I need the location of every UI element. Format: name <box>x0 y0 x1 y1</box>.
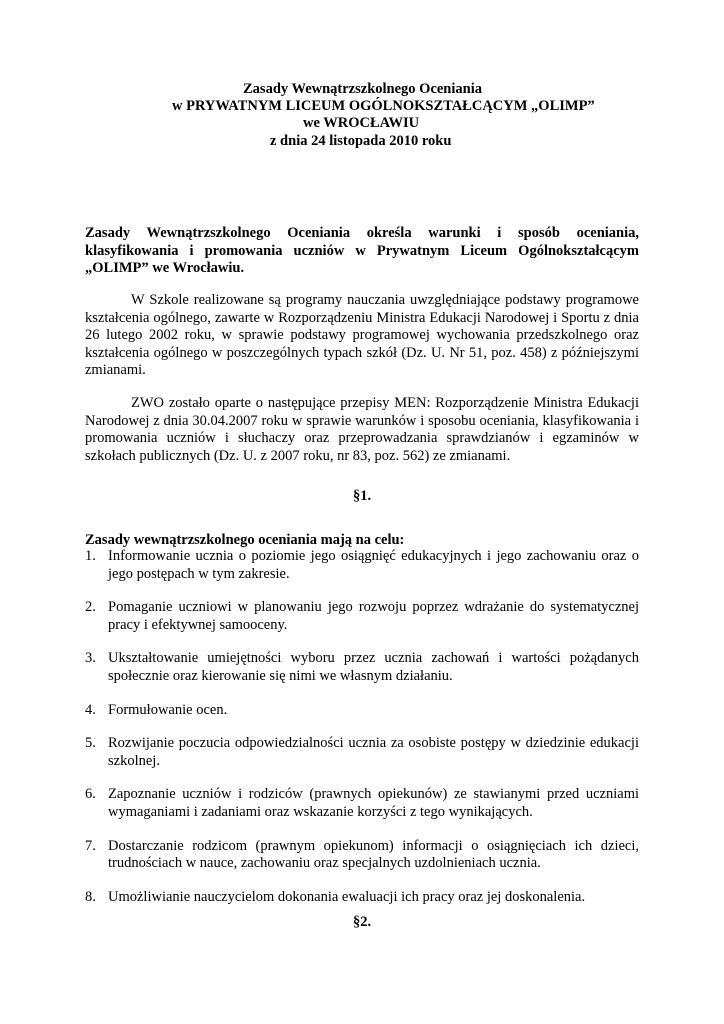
paragraph-programs: W Szkole realizowane są programy nauczania uwzględniające podstawy programowe kształcenia ogólnego, zawarte w Rozporządzeniu Ministra Edukacji Narodowej i Sportu z dnia 26 lutego 2002 roku, w sprawie podstawy programowej wychowania przedszkolnego oraz kształcenia ogólnego w poszczególnych typach szkół (Dz. U. Nr 51, poz. 458) z późniejszymi zmianami. <box>85 292 639 379</box>
school-name: w PRYWATNYM LICEUM OGÓLNOKSZTAŁCĄCYM „OLIMP” <box>172 98 595 114</box>
list-item-number: 6. <box>85 786 96 803</box>
document-date: z dnia 24 listopada 2010 roku <box>270 133 452 149</box>
list-item-text: Ukształtowanie umiejętności wyboru przez ucznia zachowań i wartości pożądanych społecznie oraz kierowanie się nimi we własnym działaniu. <box>108 650 639 684</box>
section-1-heading: §1. <box>352 488 372 504</box>
list-item <box>85 838 639 873</box>
list-item-text: Formułowanie ocen. <box>108 701 228 718</box>
list-item <box>85 650 639 685</box>
list-item <box>85 735 639 770</box>
list-item-number: 4. <box>85 701 96 718</box>
list-item-text: Dostarczanie rodzicom (prawnym opiekunom) informacji o osiągnięciach ich dzieci, trudnościach w nauce, zachowaniu oraz specjalnych uzdolnieniach ucznia. <box>108 837 639 872</box>
list-item <box>85 786 639 821</box>
list-item-text: Informowanie ucznia o poziomie jego osiągnięć edukacyjnych i jego zachowaniu oraz o jego postępach w tym zakresie. <box>108 548 639 582</box>
list-item-text: Pomaganie uczniowi w planowaniu jego rozwoju poprzez wdrażanie do systematycznej pracy i efektywnej samooceny. <box>108 599 639 633</box>
goals-list <box>85 548 639 922</box>
intro-paragraph: Zasady Wewnątrzszkolnego Oceniania określa warunki i sposób oceniania, klasyfikowania i promowania uczniów w Prywatnym Liceum Ogólnokształcącym „OLIMP” we Wrocławiu. <box>85 225 639 277</box>
list-item-number: 5. <box>85 735 96 752</box>
list-item-number: 7. <box>85 837 96 854</box>
list-item <box>85 889 639 907</box>
list-item-number: 8. <box>85 888 96 905</box>
list-item-text: Zapoznanie uczniów i rodziców (prawnych opiekunów) ze stawianymi przed uczniami wymaganiami i zadaniami oraz wskazanie korzyści z tego wynikających. <box>108 786 639 820</box>
list-item <box>85 702 639 720</box>
list-item-number: 2. <box>85 599 96 616</box>
section-2-heading: §2. <box>352 914 372 930</box>
list-item <box>85 548 639 583</box>
paragraph-regulations: ZWO zostało oparte o następujące przepisy MEN: Rozporządzenie Ministra Edukacji Narodowej z dnia 30.04.2007 roku w sprawie warunków i sposobu oceniania, klasyfikowania i promowania uczniów i słuchaczy oraz przeprowadzania sprawdzianów i egzaminów w szkołach publicznych (Dz. U. z 2007 roku, nr 83, poz. 562) ze zmianami. <box>85 395 639 464</box>
document-title: Zasady Wewnątrzszkolnego Oceniania <box>243 81 482 97</box>
list-item-number: 1. <box>85 548 96 564</box>
school-city: we WROCŁAWIU <box>303 115 420 131</box>
list-item-text: Rozwijanie poczucia odpowiedzialności ucznia za osobiste postępy w dziedzinie edukacji szkolnej. <box>108 735 639 769</box>
goals-lead: Zasady wewnątrzszkolnego oceniania mają na celu: <box>85 532 405 548</box>
list-item-number: 3. <box>85 650 96 667</box>
list-item <box>85 599 639 634</box>
list-item-text: Umożliwianie nauczycielom dokonania ewaluacji ich pracy oraz jej doskonalenia. <box>108 888 586 905</box>
